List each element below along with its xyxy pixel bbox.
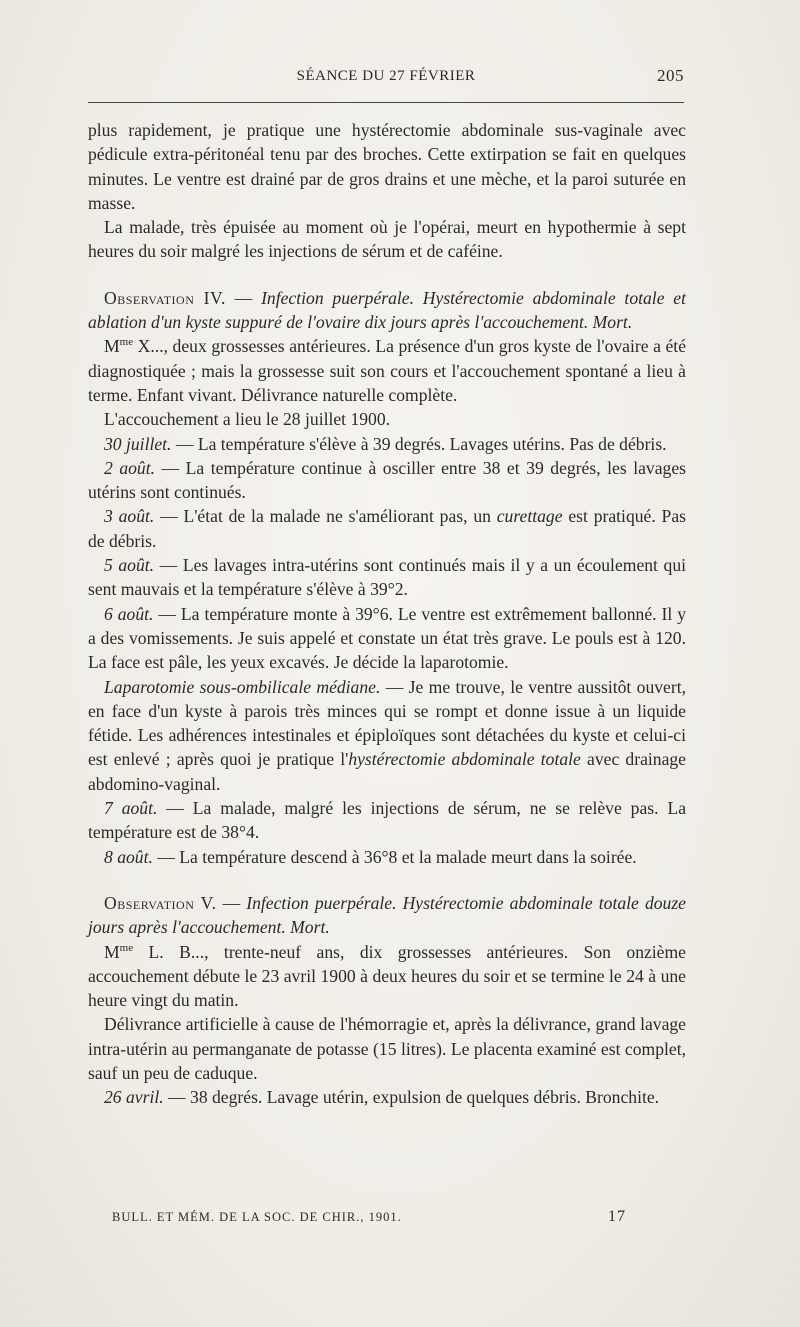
page-footer (112, 1210, 626, 1230)
signature-mark: 17 (608, 1208, 626, 1225)
paragraph-death-note: La malade, très épuisée au moment où je l'opérai, meurt en hypothermie à sept heures du soir malgré les injections de sérum et de caféine. (88, 217, 686, 262)
observation-4-heading: Observation IV. — Infection puerpérale. Hystérectomie abdominale totale et ablation d'un kyste suppuré de l'ovaire dix jours après l'accouchement. Mort. (88, 287, 687, 333)
paragraph-continuation: plus rapidement, je pratique une hystérectomie abdominale sus-vaginale avec pédicule extra-péritonéal tenu par des broches. Cette extirpation se fait en quelques minutes. Le ventre est drainé par de gros drains et une mèche, et la paroi suturée en masse. (88, 120, 686, 213)
paragraph-delivrance: Délivrance artificielle à cause de l'hémorragie et, après la délivrance, grand lavage intra-utérin au permanganate de potasse (15 litres). Le placenta examiné est complet, sauf un peu de caduque. (88, 1014, 686, 1083)
observation-4-label: Observation IV. (104, 287, 226, 308)
observation-4-title: Infection puerpérale. Hystérectomie abdominale totale et ablation d'un kyste suppuré de l'ovaire dix jours après l'accouchement. Mort. (88, 287, 687, 333)
paragraph-30-juillet: 30 juillet. — La température s'élève à 39 degrés. Lavages utérins. Pas de débris. (104, 433, 667, 454)
paragraph-laparotomie: Laparotomie sous-ombilicale médiane. — Je me trouve, le ventre aussitôt ouvert, en face d'un kyste à parois très minces qui se rompt et donne issue à un liquide fétide. Les adhérences intestinales et épiploïques sont détachées du kyste et celui-ci est enlevé ; après quoi je pratique l'hystérectomie abdominale totale avec drainage abdomino-vaginal. (88, 676, 686, 794)
paragraph-3-aout: 3 août. — L'état de la malade ne s'améliorant pas, un curettage est pratiqué. Pas de débris. (88, 506, 686, 551)
paragraph-26-avril: 26 avril. — 38 degrés. Lavage utérin, expulsion de quelques débris. Bronchite. (104, 1087, 660, 1108)
paragraph-patient-x: $M^{me}$ X..., deux grossesses antérieures. La présence d'un gros kyste de l'ovaire a été diagnostiquée ; mais la grossesse suit son cours et l'accouchement spontané a lieu à terme. Enfant vivant. Délivrance naturelle complète. (88, 336, 686, 405)
paragraph-delivery-date: L'accouchement a lieu le 28 juillet 1900. (104, 409, 391, 430)
observation-5-title: Infection puerpérale. Hystérectomie abdominale totale douze jours après l'accouchement. Mort. (88, 892, 686, 938)
observation-5-label: Observation V. (104, 892, 217, 913)
paragraph-7-aout: 7 août. — La malade, malgré les injections de sérum, ne se relève pas. La température est de 38°4. (88, 798, 686, 843)
header-title: SÉANCE DU 27 FÉVRIER (296, 68, 476, 84)
paragraph-2-aout: 2 août. — La température continue à osciller entre 38 et 39 degrés, les lavages utérins sont continués. (88, 457, 686, 503)
page-number: 205 (657, 66, 684, 85)
paragraph-patient-lb: $M^{me}$ L. B..., trente-neuf ans, dix grossesses antérieures. Son onzième accouchement débute le 23 avril 1900 à deux heures du soir et se termine le 24 à une heure vingt du matin. (88, 941, 686, 1011)
observation-5-heading: Observation V. — Infection puerpérale. Hystérectomie abdominale totale douze jours après l'accouchement. Mort. (88, 892, 686, 938)
running-header (88, 68, 684, 92)
paragraph-6-aout: 6 août. — La température monte à 39°6. Le ventre est extrêmement ballonné. Il y a des vomissements. Je suis appelé et constate un état très grave. Le pouls est à 120. La face est pâle, les yeux excavés. Je décide la laparotomie. (88, 603, 686, 673)
paragraph-8-aout: 8 août. — La température descend à 36°8 et la malade meurt dans la soirée. (104, 846, 637, 867)
header-rule (88, 102, 684, 103)
body-text (88, 118, 686, 1110)
footer-citation: BULL. ET MÉM. DE LA SOC. DE CHIR., 1901. (112, 1210, 402, 1224)
paragraph-5-aout: 5 août. — Les lavages intra-utérins sont continués mais il y a un écoulement qui sent mauvais et la température s'élève à 39°2. (88, 555, 687, 600)
